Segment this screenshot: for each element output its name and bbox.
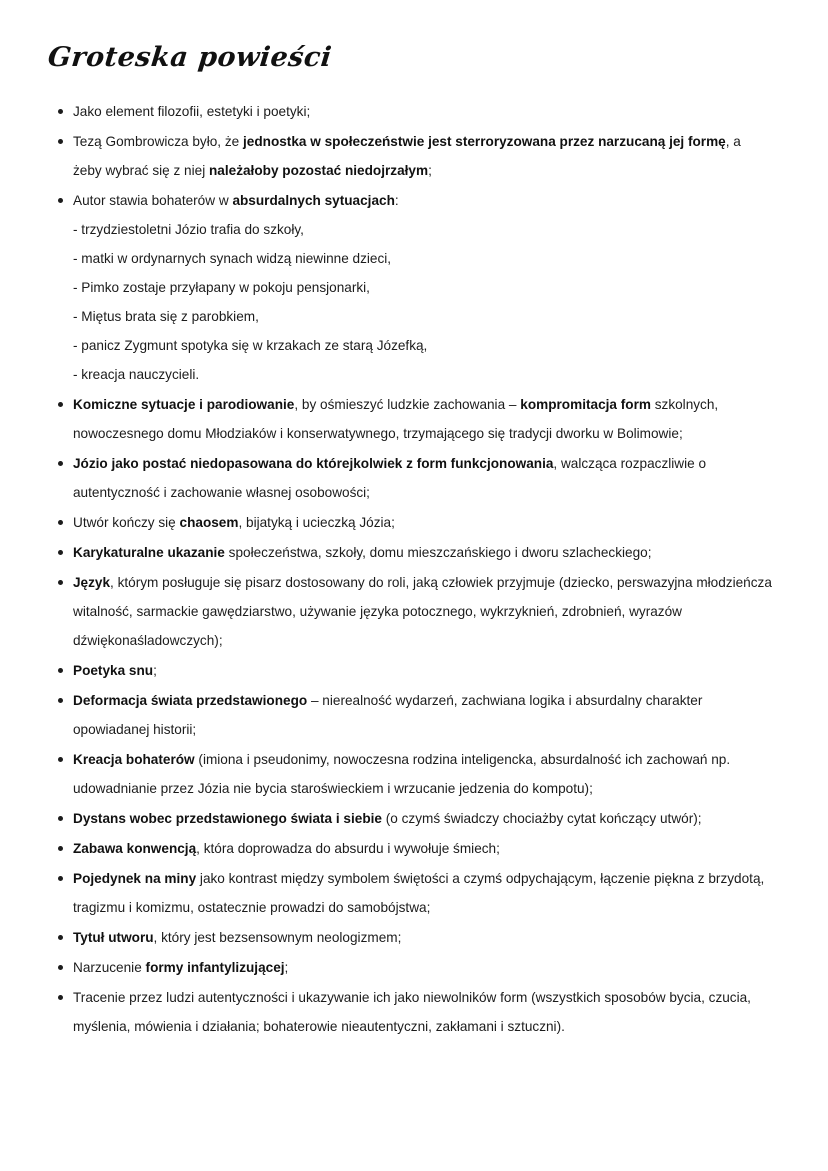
bold-text-segment: Poetyka snu [73,663,154,678]
list-item-text [73,745,773,803]
list-item-text [73,97,773,126]
list-item-text [73,983,773,1041]
text-segment: , która doprowadza do absurdu i wywołuje śmiech; [196,841,500,856]
bold-text-segment: Pojedynek na miny [73,871,197,886]
text-segment: , by ośmieszyć ludzkie zachowania – [294,397,521,412]
bold-text-segment: Zabawa konwencją [73,841,197,856]
list-item-text [73,508,773,537]
bold-text-segment: Tytuł utworu [73,930,154,945]
bold-text-segment: Język [73,575,111,590]
bullet-icon [58,757,63,762]
sub-item-line: - Miętus brata się z parobkiem, [73,309,259,324]
list-item-text [73,390,773,448]
list-item [46,390,773,448]
bullet-icon [58,935,63,940]
list-item [46,97,773,126]
bullet-icon [58,816,63,821]
bullet-icon [58,109,63,114]
list-item-text [73,656,773,685]
text-segment: Jako element filozofii, estetyki i poetyki; [73,104,311,119]
list-item [46,686,773,744]
bullet-icon [58,995,63,1000]
bold-text-segment: należałoby pozostać niedojrzałym [209,163,429,178]
text-segment: : [394,193,399,208]
bullet-icon [58,550,63,555]
bullet-icon [58,965,63,970]
bullet-icon [58,520,63,525]
bold-text-segment: jednostka w społeczeństwie jest sterroryzowana przez narzucaną jej formę [243,134,726,149]
bold-text-segment: Deformacja świata przedstawionego [73,693,308,708]
list-item-text [73,538,773,567]
text-segment: Narzucenie [73,960,146,975]
list-item-text [73,568,773,655]
list-item [46,656,773,685]
bold-text-segment: absurdalnych sytuacjach [232,193,395,208]
text-segment: , bijatyką i ucieczką Józia; [238,515,395,530]
text-segment: , walcząca rozpaczliwie o autentyczność i zachowanie własnej osobowości; [73,456,707,500]
text-segment: , którym posługuje się pisarz dostosowany do roli, jaką człowiek przyjmuje (dziecko, perswazyjna młodzieńcza witalność, sarmackie gawędziarstwo, używanie języka potocznego, wykrzyknień, zdrobnień, wyrazów dźwiękonaśladowczych); [73,575,772,648]
bold-text-segment: chaosem [179,515,239,530]
list-item [46,127,773,185]
list-item-text [73,127,773,185]
sub-item-line: - Pimko zostaje przyłapany w pokoju pensjonarki, [73,280,370,295]
list-item [46,804,773,833]
page-title: Groteska powieści [46,42,334,73]
bold-text-segment: Kreacja bohaterów [73,752,195,767]
bold-text-segment: Karykaturalne ukazanie [73,545,225,560]
sub-item-line: - trzydziestoletni Józio trafia do szkoły, [73,222,304,237]
list-item-text [73,449,773,507]
text-segment: (imiona i pseudonimy, nowoczesna rodzina inteligencka, absurdalność ich zachowań np. udowadnianie przez Józia nie bycia staroświeckiem i wrzucanie jedzenia do kompotu); [73,752,731,796]
bullet-icon [58,698,63,703]
bold-text-segment: formy infantylizującej [145,960,285,975]
list-item-text [73,804,773,833]
text-segment: ; [428,163,432,178]
text-segment: Utwór kończy się [73,515,180,530]
bold-text-segment: Komiczne sytuacje i parodiowanie [73,397,295,412]
sub-item-line: - matki w ordynarnych synach widzą niewinne dzieci, [73,251,392,266]
text-segment: ; [284,960,289,975]
text-segment: Tezą Gombrowicza było, że [73,134,243,149]
text-segment: Tracenie przez ludzi autentyczności i ukazywanie ich jako niewolników form (wszystkich sposobów bycia, czucia, myślenia, mówienia i działania; bohaterowie nieautentyczni, zakłamani i sztuczni). [73,990,751,1034]
text-segment: społeczeństwa, szkoły, domu mieszczańskiego i dworu szlacheckiego; [224,545,652,560]
sub-item-line: - kreacja nauczycieli. [73,367,200,382]
list-item [46,745,773,803]
text-segment: (o czymś świadczy chociażby cytat kończący utwór); [381,811,702,826]
list-item-text [73,834,773,863]
bullet-icon [58,139,63,144]
text-segment: Autor stawia bohaterów w [73,193,233,208]
notes-bullet-list [46,97,773,1041]
bold-text-segment: Dystans wobec przedstawionego świata i siebie [73,811,382,826]
list-item [46,449,773,507]
list-item [46,834,773,863]
list-item [46,568,773,655]
list-item-text [73,953,773,982]
text-segment: , a żeby wybrać się z niej [73,134,741,178]
bullet-icon [58,580,63,585]
bullet-icon [58,846,63,851]
list-item [46,923,773,952]
sub-item-line: - panicz Zygmunt spotyka się w krzakach ze starą Józefką, [73,338,428,353]
bullet-icon [58,198,63,203]
bullet-icon [58,668,63,673]
list-item-text [73,186,773,389]
text-segment: jako kontrast między symbolem świętości a czymś odpychającym, łączenie piękna z brzydotą, tragizmu i komizmu, ostatecznie prowadzi do samobójstwa; [73,871,765,915]
bold-text-segment: kompromitacja form [520,397,651,412]
list-item [46,538,773,567]
text-segment: szkolnych, nowoczesnego domu Młodziaków i konserwatywnego, trzymającego się tradycji dworku w Bolimowie; [73,397,719,441]
text-segment: ; [153,663,157,678]
bullet-icon [58,461,63,466]
bullet-icon [58,402,63,407]
list-item-text [73,923,773,952]
text-segment: – nierealność wydarzeń, zachwiana logika i absurdalny charakter opowiadanej historii; [73,693,703,737]
list-item [46,953,773,982]
list-item-text [73,864,773,922]
bold-text-segment: Józio jako postać niedopasowana do którejkolwiek z form funkcjonowania [73,456,554,471]
list-item [46,864,773,922]
list-item [46,508,773,537]
list-item [46,186,773,389]
bullet-icon [58,876,63,881]
text-segment: , który jest bezsensownym neologizmem; [153,930,402,945]
list-item-text [73,686,773,744]
list-item [46,983,773,1041]
